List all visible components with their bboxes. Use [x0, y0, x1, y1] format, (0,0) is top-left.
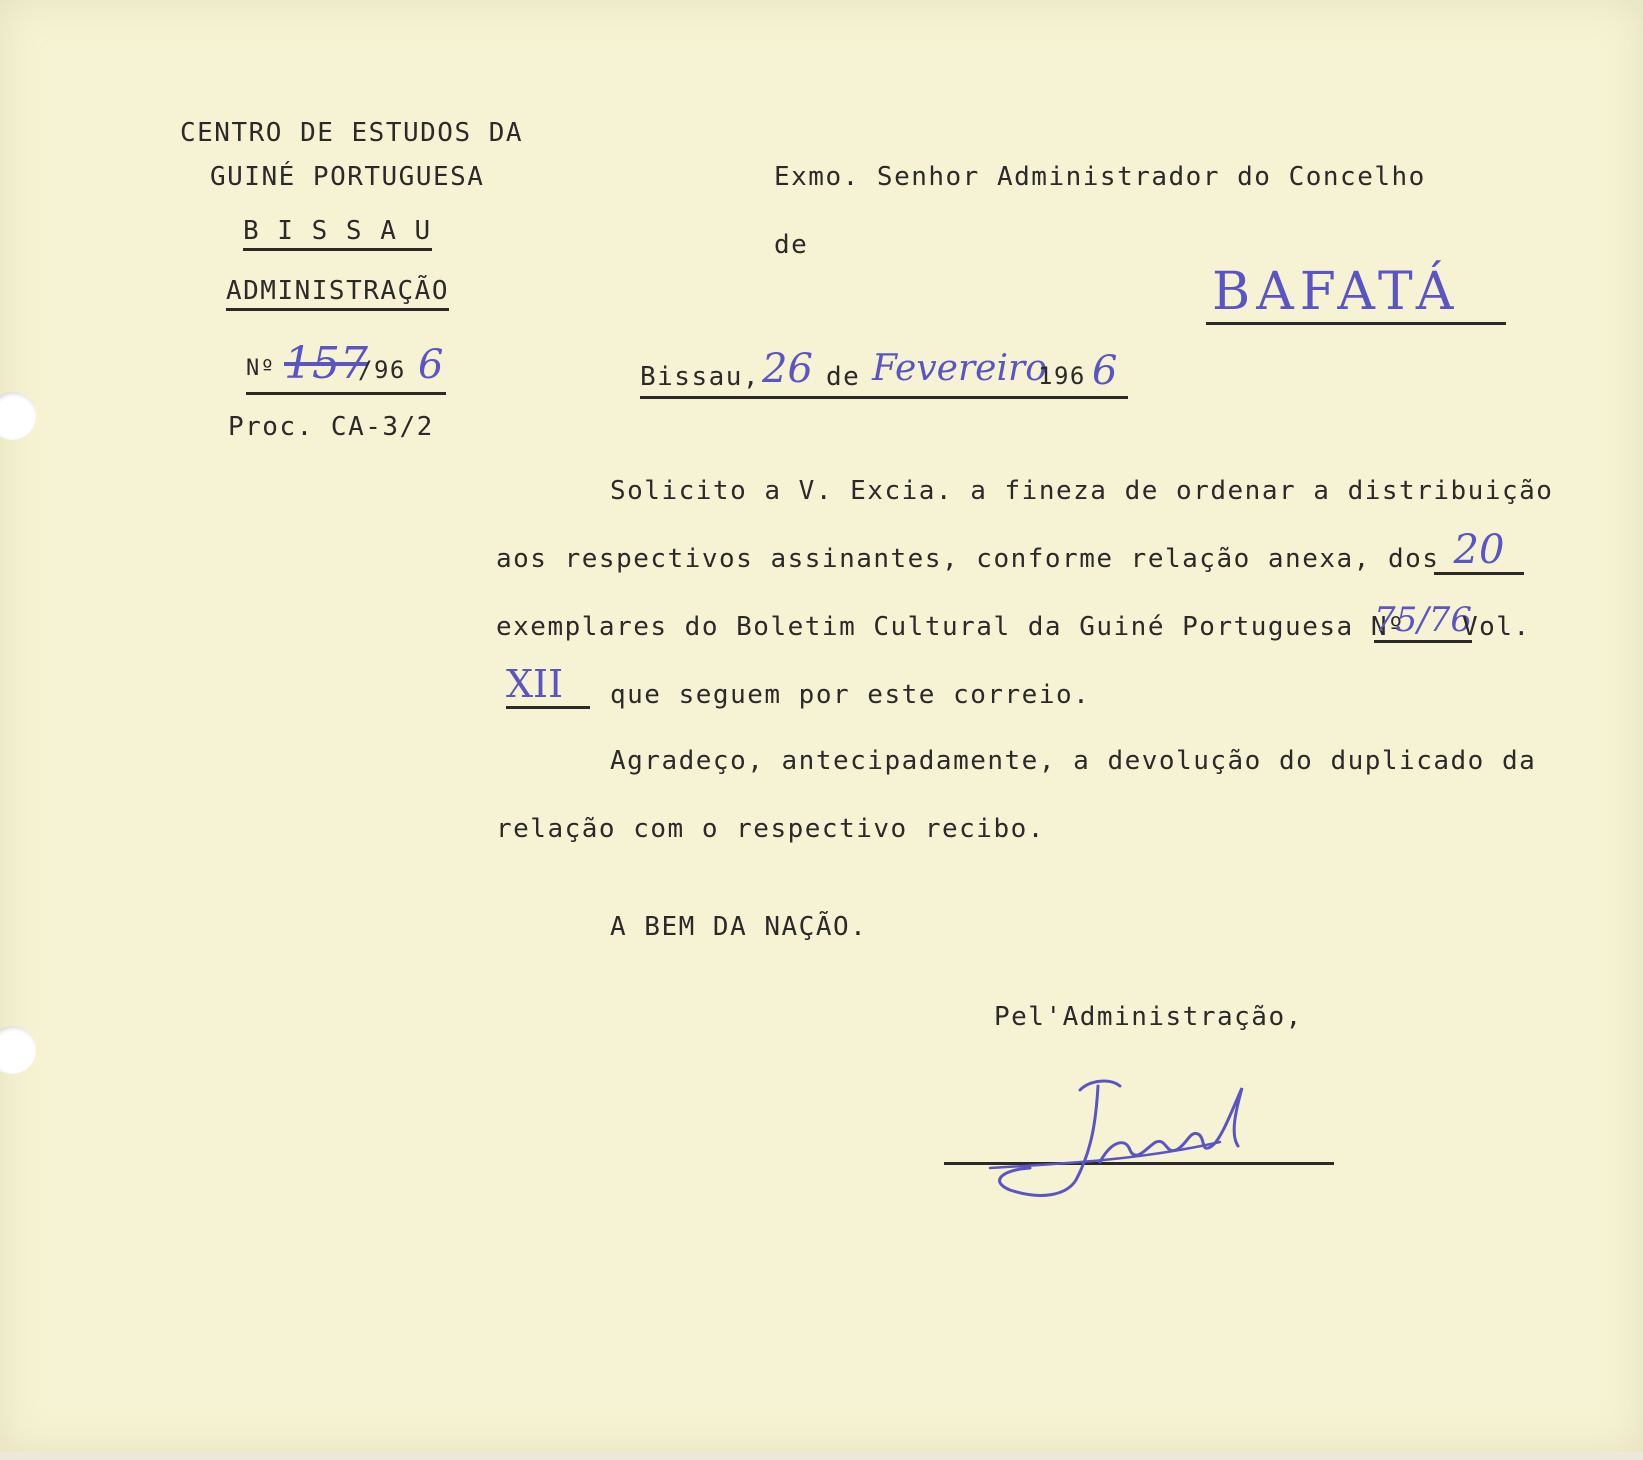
date-line	[640, 346, 1128, 399]
body-p1-vol-label: Vol.	[1462, 612, 1531, 642]
recipient-title: Exmo. Senhor Administrador do Concelho	[774, 162, 1426, 192]
signature-icon	[980, 1050, 1280, 1210]
body-p1-count: 20	[1434, 528, 1524, 575]
body-p2-line1: Agradeço, antecipadamente, a devolução do duplicado da	[610, 746, 1537, 776]
date-de: de	[826, 362, 861, 392]
number-year-hand: 6	[418, 342, 444, 388]
date-year-hand: 6	[1092, 348, 1118, 394]
date-year-typed: 196	[1038, 362, 1086, 390]
body-p2-line2: relação com o respectivo recibo.	[496, 814, 1045, 844]
number-prefix: Nº	[246, 356, 276, 381]
org-city: B I S S A U	[243, 216, 432, 251]
recipient-place-underline	[1206, 322, 1506, 325]
closing-salutation: A BEM DA NAÇÃO.	[610, 912, 868, 942]
number-year-typed: /96	[358, 356, 406, 384]
date-month: Fevereiro	[872, 348, 1047, 389]
body-p1-line4: que seguem por este correio.	[610, 680, 1091, 710]
body-p1-line3: exemplares do Boletim Cultural da Guiné Portuguesa Nº	[496, 612, 1406, 642]
closing-signoff: Pel'Administração,	[994, 1002, 1303, 1032]
recipient-place: BAFATÁ	[1212, 262, 1460, 322]
reference-number	[246, 338, 446, 395]
punch-hole-bottom	[0, 1026, 36, 1074]
org-department: ADMINISTRAÇÃO	[226, 276, 449, 311]
body-p1-line2: aos respectivos assinantes, conforme relação anexa, dos	[496, 544, 1440, 574]
org-name-line2: GUINÉ PORTUGUESA	[210, 162, 485, 192]
body-p1-volume: XII	[506, 662, 590, 709]
org-name-line1: CENTRO DE ESTUDOS DA	[180, 118, 524, 148]
punch-hole-top	[0, 392, 36, 440]
body-p1-issue: 75/76	[1374, 600, 1472, 643]
number-value: 157	[284, 338, 368, 389]
body-p1-line1: Solicito a V. Excia. a fineza de ordenar a distribuição	[610, 476, 1554, 506]
process-reference: Proc. CA-3/2	[228, 412, 434, 442]
date-day: 26	[762, 346, 813, 392]
recipient-de: de	[774, 230, 809, 260]
date-city: Bissau,	[640, 362, 761, 392]
